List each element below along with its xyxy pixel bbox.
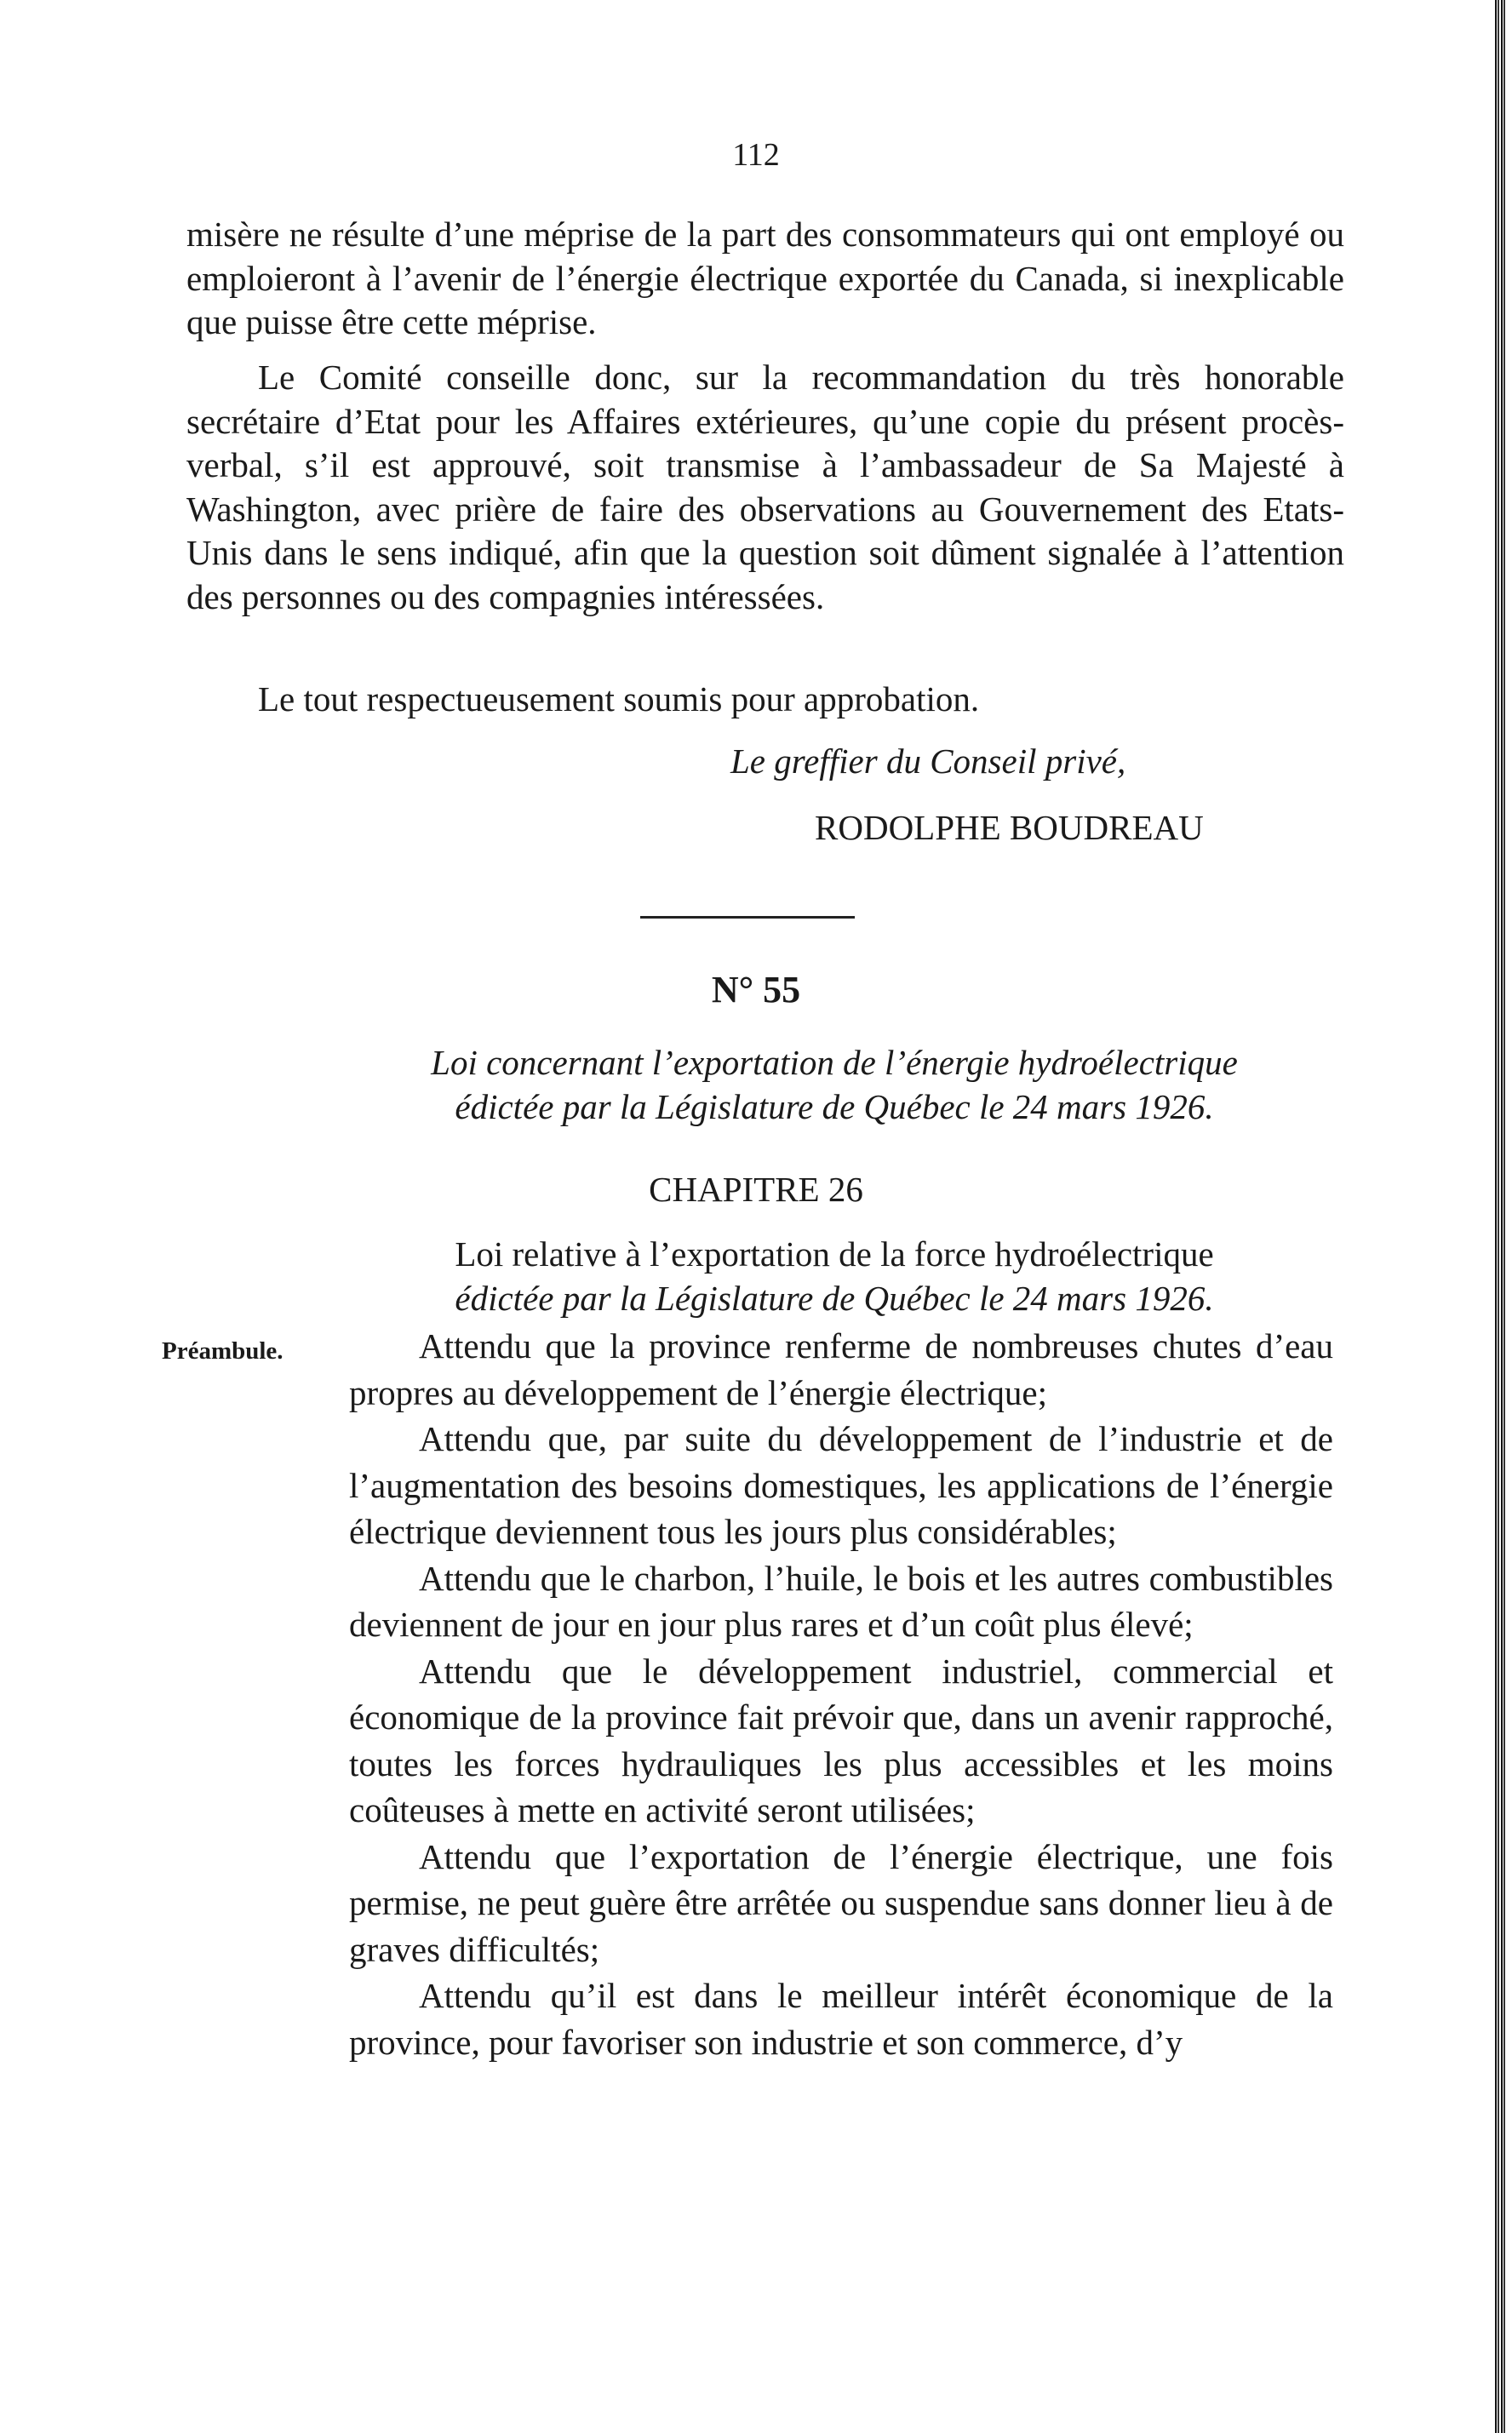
preamble-paragraph: Attendu que le charbon, l’huile, le bois et les autres combustibles deviennent de jour en jour plus rares et d’un coût plus élevé; xyxy=(349,1558,1333,1644)
margin-note: Préambule. xyxy=(162,1337,284,1365)
chapter-title-line: édictée par la Législature de Québec le 24 mars 1926. xyxy=(455,1279,1214,1318)
committee-paragraph: Le Comité conseille donc, sur la recommandation du très honorable secrétaire d’Etat pour les Affaires extérieures, qu’une copie du présent procès-verbal, s’il est approuvé, soit transmise à l’ambassadeur de Sa Majesté à Washington, avec prière de faire des observations au Gouvernement des Etats-Unis dans le sens indiqué, afin que la question soit dûment signalée à l’attention des personnes ou des compagnies intéressées. xyxy=(186,358,1344,616)
chapter-title-line: Loi relative à l’exportation de la force hydroélectrique xyxy=(455,1234,1214,1274)
document-title-line: édictée par la Législature de Québec le 24 mars 1926. xyxy=(455,1087,1214,1126)
preamble-paragraph: Attendu que le développement industriel, commercial et économique de la province fait prévoir que, dans un avenir rapproché, toutes les forces hydrauliques les plus accessibles et les moins coûteuses à mette en activité seront utilisées; xyxy=(349,1651,1333,1829)
signatory-name: RODOLPHE BOUDREAU xyxy=(815,808,1204,847)
submission-paragraph: Le tout respectueusement soumis pour approbation. xyxy=(258,679,980,718)
page-number: 112 xyxy=(732,137,780,173)
submission-block xyxy=(186,678,1344,722)
preamble-block xyxy=(349,1323,1333,2065)
committee-block xyxy=(186,356,1344,619)
section-divider xyxy=(640,916,855,919)
preamble-paragraph: Attendu que l’exportation de l’énergie électrique, une fois permise, ne peut guère être arrêtée ou suspendue sans donner lieu à de graves difficultés; xyxy=(349,1836,1333,1969)
document-number: N° 55 xyxy=(711,969,801,1010)
preamble-paragraph: Attendu que, par suite du développement de l’industrie et de l’augmentation des besoins domestiques, les applications de l’énergie électrique deviennent tous les jours plus considérables; xyxy=(349,1419,1333,1551)
intro-paragraph: misère ne résulte d’une méprise de la part des consommateurs qui ont employé ou emploieront à l’avenir de l’énergie électrique exportée du Canada, si inexplicable que puisse être cette méprise. xyxy=(186,215,1344,341)
book-binding-edge xyxy=(1495,0,1505,2433)
chapter-heading: CHAPITRE 26 xyxy=(649,1170,863,1209)
intro-block xyxy=(186,213,1344,345)
chapter-title xyxy=(366,1232,1303,1320)
preamble-paragraph: Attendu qu’il est dans le meilleur intérêt économique de la province, pour favoriser son industrie et son commerce, d’y xyxy=(349,1976,1333,2062)
preamble-paragraph: Attendu que la province renferme de nombreuses chutes d’eau propres au développement de l’énergie électrique; xyxy=(349,1326,1333,1412)
document-title xyxy=(366,1040,1303,1129)
document-title-line: Loi concernant l’exportation de l’énergie hydroélectrique xyxy=(431,1043,1238,1082)
signatory-role: Le greffier du Conseil privé, xyxy=(730,741,1126,781)
